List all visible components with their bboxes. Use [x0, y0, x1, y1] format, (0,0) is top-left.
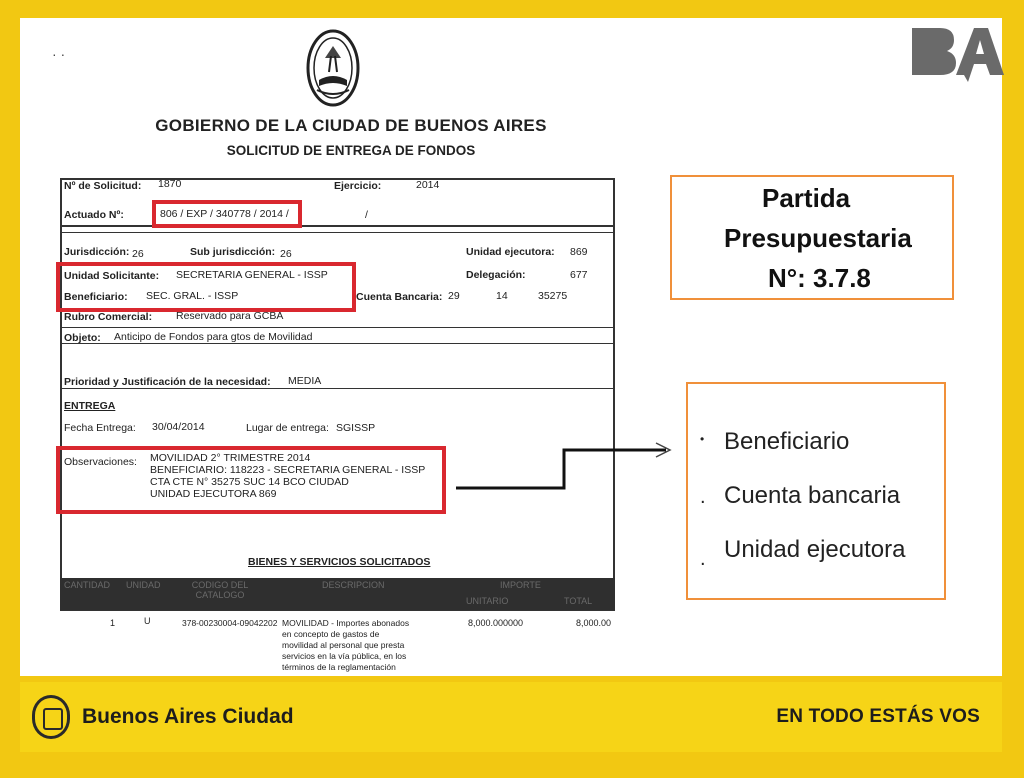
- n-solicitud-label: Nº de Solicitud:: [64, 180, 142, 192]
- delegacion-value: 677: [570, 269, 588, 281]
- observaciones-line-1: MOVILIDAD 2° TRIMESTRE 2014: [150, 452, 311, 464]
- col-importe: IMPORTE: [500, 580, 541, 590]
- partida-line-1: Partida: [762, 183, 851, 213]
- fecha-value: 30/04/2014: [152, 421, 205, 433]
- highlight-unidad: Unidad ejecutora: [724, 536, 906, 563]
- beneficiario-highlight: [56, 262, 356, 312]
- highlight-cuenta: Cuenta bancaria: [724, 482, 901, 509]
- lugar-value: SGISSP: [336, 422, 376, 434]
- col-descripcion: DESCRIPCION: [322, 580, 385, 590]
- partida-callout: [670, 175, 954, 300]
- unidad-ejecutora-label: Unidad ejecutora:: [466, 246, 555, 258]
- jurisdiccion-label: Jurisdicción:: [64, 246, 130, 258]
- row-desc-2: en concepto de gastos de: [282, 629, 380, 639]
- footer-slogan: EN TODO ESTÁS VOS: [776, 706, 980, 727]
- highlight-beneficiario: Beneficiario: [724, 428, 850, 455]
- row-unidad: U: [144, 616, 151, 626]
- col-unitario: UNITARIO: [466, 596, 509, 606]
- observaciones-highlight: [56, 446, 446, 514]
- beneficiario-value: SEC. GRAL. - ISSP: [146, 290, 239, 302]
- connector-arrow: [450, 440, 680, 500]
- row-total: 8,000.00: [576, 618, 612, 628]
- jurisdiccion-value: 26: [132, 248, 144, 260]
- city-seal-small-icon: [32, 695, 70, 739]
- col-cantidad: CANTIDAD: [64, 580, 111, 590]
- footer-bar: [20, 682, 1002, 752]
- row-unitario: 8,000.000000: [468, 618, 524, 628]
- rubro-label: Rubro Comercial:: [64, 311, 153, 323]
- row-desc-3: movilidad al personal que presta: [282, 640, 405, 650]
- prioridad-label: Prioridad y Justificación de la necesidad:: [64, 376, 271, 388]
- row-desc-4: servicios en la vía pública, en los: [282, 651, 407, 661]
- prioridad-value: MEDIA: [288, 375, 322, 387]
- observaciones-line-2: BENEFICIARIO: 118223 - SECRETARIA GENERAL - ISSP: [150, 464, 426, 476]
- lugar-label: Lugar de entrega:: [246, 422, 329, 434]
- actuado-label: Actuado Nº:: [64, 209, 124, 221]
- cuenta-value-1: 29: [448, 290, 460, 302]
- beneficiario-label: Beneficiario:: [64, 291, 128, 303]
- ejercicio-value: 2014: [416, 179, 440, 191]
- observaciones-label: Observaciones:: [64, 456, 137, 468]
- footer-brand-name: Buenos Aires Ciudad: [82, 705, 294, 728]
- unidad-solicitante-label: Unidad Solicitante:: [64, 270, 160, 282]
- rubro-value: Reservado para GCBA: [176, 310, 284, 322]
- cuenta-value-3: 35275: [538, 290, 568, 302]
- row-desc-1: MOVILIDAD - Importes abonados: [282, 618, 410, 628]
- partida-line-3: N°: 3.7.8: [768, 263, 871, 293]
- subjurisdiccion-value: 26: [280, 248, 292, 260]
- ba-logo: [906, 20, 1006, 82]
- fecha-label: Fecha Entrega:: [64, 422, 136, 434]
- scan-speck: · ·: [52, 46, 66, 62]
- objeto-label: Objeto:: [64, 332, 101, 344]
- highlights-callout: • Beneficiario . Cuenta bancaria . Unidad ejecutora: [686, 382, 946, 600]
- entrega-label: ENTREGA: [64, 400, 116, 412]
- items-table-header: [60, 578, 615, 610]
- actuado-value: 806 / EXP / 340778 / 2014 /: [160, 208, 289, 220]
- table-rule: [60, 610, 615, 611]
- scanned-document: [40, 18, 662, 675]
- partida-line-2: Presupuestaria: [724, 223, 912, 253]
- col-total: TOTAL: [564, 596, 593, 606]
- cuenta-value-2: 14: [496, 290, 508, 302]
- unidad-solicitante-value: SECRETARIA GENERAL - ISSP: [176, 269, 328, 281]
- actuado-highlight: [152, 200, 302, 228]
- n-solicitud-value: 1870: [158, 178, 182, 190]
- row-desc-5: términos de la reglamentación: [282, 662, 396, 672]
- observaciones-line-4: UNIDAD EJECUTORA 869: [150, 488, 277, 500]
- unidad-ejecutora-value: 869: [570, 246, 588, 258]
- col-codigo: CODIGO DEL CATALOGO: [191, 580, 249, 600]
- ejercicio-label: Ejercicio:: [334, 180, 382, 192]
- row-codigo: 378-00230004-09042202: [182, 618, 278, 628]
- bienes-title: BIENES Y SERVICIOS SOLICITADOS: [248, 556, 431, 568]
- subjurisdiccion-label: Sub jurisdicción:: [190, 246, 276, 258]
- observaciones-line-3: CTA CTE N° 35275 SUC 14 BCO CIUDAD: [150, 476, 349, 488]
- document-subtitle: SOLICITUD DE ENTREGA DE FONDOS: [226, 143, 476, 158]
- government-title: GOBIERNO DE LA CIUDAD DE BUENOS AIRES: [155, 116, 547, 135]
- delegacion-label: Delegación:: [466, 269, 526, 281]
- city-seal-icon: [305, 28, 361, 108]
- row-cantidad: 1: [110, 618, 116, 628]
- objeto-value: Anticipo de Fondos para gtos de Movilidad: [114, 331, 313, 343]
- actuado-mark: /: [365, 209, 368, 221]
- col-unidad: UNIDAD: [126, 580, 161, 590]
- cuenta-bancaria-label: Cuenta Bancaria:: [356, 291, 443, 303]
- footer-brand: [32, 690, 294, 744]
